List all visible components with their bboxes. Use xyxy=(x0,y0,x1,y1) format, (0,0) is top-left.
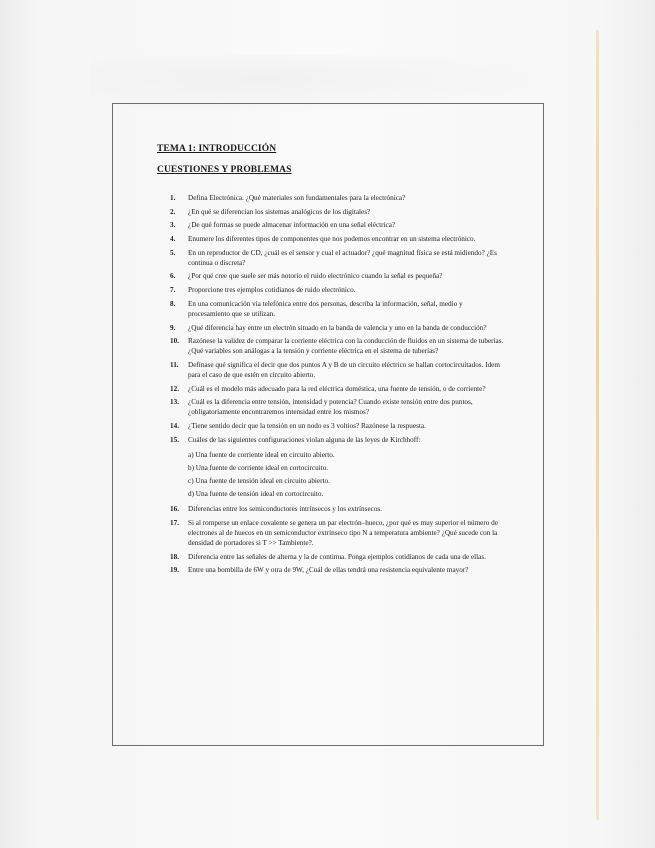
question-number: 16. xyxy=(170,505,179,514)
question-number: 3. xyxy=(170,221,176,230)
list-item xyxy=(170,518,506,548)
list-item xyxy=(170,299,506,319)
question-text: Cuáles de las siguientes configuraciones violan alguna de las leyes de Kirchhoff: xyxy=(188,435,421,444)
sub-options xyxy=(188,449,506,501)
question-number: 2. xyxy=(170,207,176,216)
question-number: 13. xyxy=(170,398,179,407)
question-number: 1. xyxy=(170,194,176,202)
list-item xyxy=(170,504,506,514)
list-item xyxy=(170,421,506,431)
list-item xyxy=(170,384,506,394)
list-item xyxy=(170,360,506,380)
list-item xyxy=(170,565,506,575)
sub-option: a) Una fuente de corriente ideal en circuito abierto. xyxy=(188,450,335,459)
question-number: 9. xyxy=(170,323,176,332)
sub-option: c) Una fuente de tensión ideal en circuito abierto. xyxy=(188,476,330,485)
question-number: 18. xyxy=(170,552,179,561)
question-text: ¿De qué formas se puede almacenar información en una señal eléctrica? xyxy=(188,221,396,230)
question-number: 15. xyxy=(170,435,179,444)
sub-option: d) Una fuente de tensión ideal en cortocircuito. xyxy=(188,489,324,498)
question-number: 17. xyxy=(170,519,179,527)
question-text: ¿En qué se diferencian los sistemas analógicos de los digitales? xyxy=(188,207,371,216)
question-number: 5. xyxy=(170,248,176,257)
question-text: ¿Tiene sentido decir que la tensión en un nodo es 3 voltios? Razónese la respuesta. xyxy=(188,421,426,430)
question-text: Diferencia entre las señales de alterna y la de continua. Ponga ejemplos cotidianos de cada una de ellas. xyxy=(188,552,486,561)
document-heading: TEMA 1: INTRODUCCIÓN xyxy=(157,144,277,154)
list-item xyxy=(170,193,506,203)
question-text: Enumere los diferentes tipos de componentes que nos podemos encontrar en un sistema electrónico. xyxy=(188,235,476,244)
question-text: Defina Electrónica. ¿Qué materiales son fundamentales para la electrónica? xyxy=(188,194,406,202)
question-text: ¿Qué diferencia hay entre un electrón situado en la banda de valencia y uno en la banda de conducción? xyxy=(188,323,487,332)
question-text: Entre una bombilla de 6W y otra de 9W, ¿Cuál de ellas tendrá una resistencia equivalente mayor? xyxy=(188,566,469,575)
question-text: Defínase qué significa el decir que dos puntos A y B de un circuito eléctrico se hallan cortocircuitados. Idem para el caso de que estén en circuito abierto. xyxy=(188,360,500,379)
list-item xyxy=(170,435,506,501)
question-number: 7. xyxy=(170,286,176,295)
question-list xyxy=(170,193,506,579)
question-text: ¿Cuál es la diferencia entre tensión, intensidad y potencia? Cuando existe tensión entre dos puntos, ¿obligatoriamente encontraremos intensidad entre los mismos? xyxy=(188,398,473,417)
question-text: ¿Cuál es el modelo más adecuado para la red eléctrica doméstica, una fuente de tensión, o de corriente? xyxy=(188,384,486,393)
question-number: 4. xyxy=(170,235,176,244)
question-text: En un reproductor de CD, ¿cuál es el sensor y cual el actuador? ¿qué magnitud física se está midiendo? ¿Es continua o discreta? xyxy=(188,248,497,267)
list-item xyxy=(170,271,506,281)
question-text: Si al romperse un enlace covalente se genera un par electrón–hueco, ¿por qué es muy superior el número de electrones al de huecos en un semiconductor extrínseco tipo N a temperatura ambiente? ¿Qué sucede con la densidad de portadores si T >> Tambiente?. xyxy=(188,519,498,547)
question-number: 6. xyxy=(170,272,176,281)
question-text: Proporcione tres ejemplos cotidianos de ruido electrónico. xyxy=(188,286,356,295)
question-number: 10. xyxy=(170,337,179,346)
question-text: ¿Por qué cree que suele ser más notorio el ruido electrónico cuando la señal es pequeña? xyxy=(188,272,443,281)
question-text: Diferencias entre los semiconductores intrínsecos y los extrínsecos. xyxy=(188,505,383,514)
list-item xyxy=(170,336,506,356)
sub-option: b) Una fuente de corriente ideal en cortocircuito. xyxy=(188,463,329,472)
question-number: 8. xyxy=(170,299,176,308)
page-edge xyxy=(596,30,599,820)
question-number: 19. xyxy=(170,566,179,575)
list-item xyxy=(170,552,506,562)
question-text: En una comunicación vía telefónica entre dos personas, describa la información, señal, medio y procesamiento que se utilizan. xyxy=(188,299,463,318)
list-item xyxy=(170,234,506,244)
question-number: 11. xyxy=(170,360,179,369)
list-item xyxy=(170,285,506,295)
question-text: Razónese la validez de comparar la corriente eléctrica con la conducción de fluidos en un sistema de tuberías. ¿Qué variables son análogas a la tensión y corriente eléctrica en el sistema de tuberías? xyxy=(188,337,504,356)
list-item xyxy=(170,248,506,268)
document-subheading: CUESTIONES Y PROBLEMAS xyxy=(157,165,292,175)
question-number: 12. xyxy=(170,384,179,393)
document-frame xyxy=(112,103,544,746)
list-item xyxy=(170,220,506,230)
list-item xyxy=(170,397,506,417)
question-number: 14. xyxy=(170,421,179,430)
list-item xyxy=(170,207,506,217)
list-item xyxy=(170,323,506,333)
